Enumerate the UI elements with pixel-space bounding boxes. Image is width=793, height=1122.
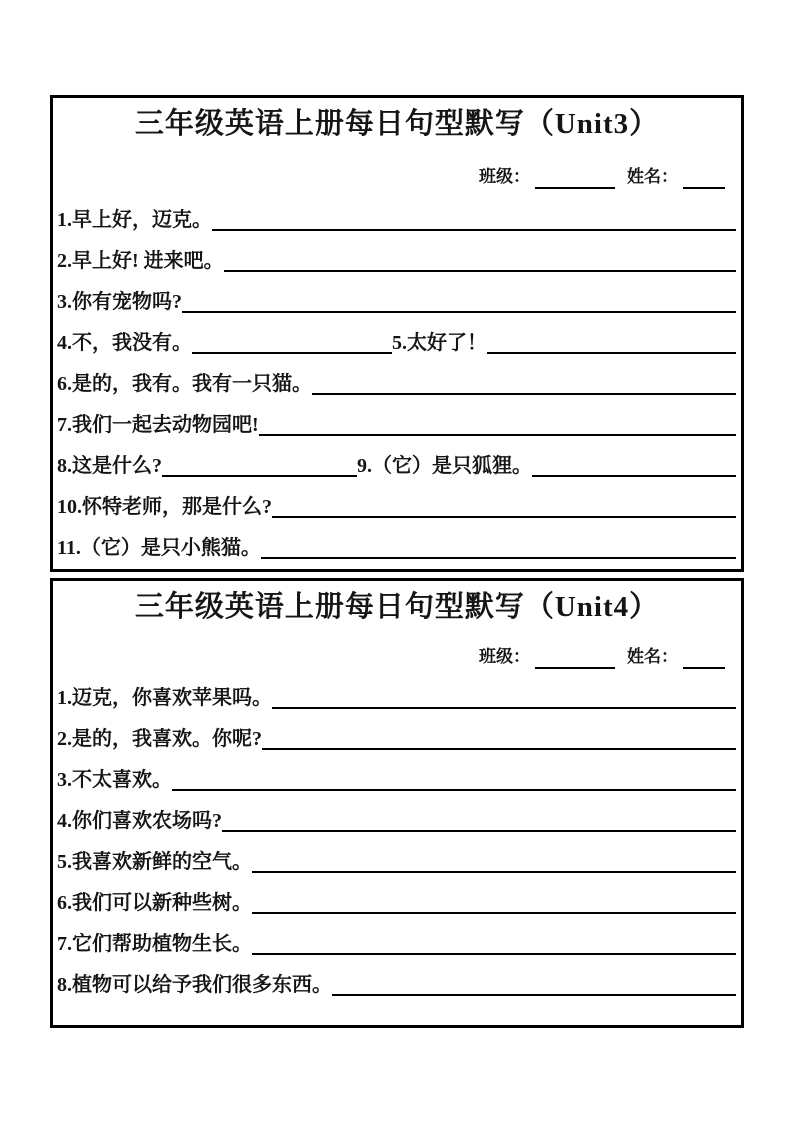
answer-blank-line <box>182 311 736 313</box>
answer-blank-line <box>224 270 736 272</box>
question-text: 8.这是什么? <box>57 455 162 477</box>
question-row <box>53 675 741 716</box>
answer-blank-line <box>261 557 736 559</box>
class-blank-line <box>535 667 615 669</box>
question-text: 8.植物可以给予我们很多东西。 <box>57 974 332 997</box>
class-name-row <box>53 645 741 669</box>
question-row <box>53 197 741 238</box>
question-text: 1.迈克，你喜欢苹果吗。 <box>57 687 272 710</box>
question-row <box>53 921 741 962</box>
answer-blank-line <box>487 352 736 354</box>
answer-blank-line <box>222 830 736 832</box>
class-name-row <box>53 165 741 189</box>
question-text: 2.是的，我喜欢。你呢? <box>57 728 262 751</box>
question-text: 7.它们帮助植物生长。 <box>57 933 252 956</box>
answer-blank-line <box>252 871 736 873</box>
question-row <box>53 238 741 279</box>
answer-blank-line <box>272 516 736 518</box>
question-text: 10.怀特老师，那是什么? <box>57 496 272 518</box>
answer-blank-line <box>532 475 736 477</box>
question-text: 6.是的，我有。我有一只猫。 <box>57 373 312 395</box>
unit4-sheet <box>50 578 744 1028</box>
question-row <box>53 279 741 320</box>
class-label: 班级： <box>479 167 530 186</box>
question-text: 2.早上好! 进来吧。 <box>57 250 224 272</box>
question-text: 3.不太喜欢。 <box>57 769 172 792</box>
answer-blank-line <box>172 789 736 791</box>
name-label: 姓名： <box>627 647 678 667</box>
question-row <box>53 798 741 839</box>
question-text: 3.你有宠物吗? <box>57 291 182 313</box>
question-text: 5.我喜欢新鲜的空气。 <box>57 851 252 874</box>
question-row <box>53 962 741 1003</box>
question-row <box>53 716 741 757</box>
question-text: 4.不，我没有。 <box>57 332 192 354</box>
question-text: 1.早上好，迈克。 <box>57 209 212 231</box>
class-label: 班级： <box>479 647 530 667</box>
question-row <box>53 320 741 361</box>
question-row <box>53 839 741 880</box>
answer-blank-line <box>192 352 392 354</box>
question-text: 6.我们可以新种些树。 <box>57 892 252 915</box>
answer-blank-line <box>252 953 736 955</box>
question-row <box>53 443 741 484</box>
name-blank-line <box>683 187 725 189</box>
answer-blank-line <box>332 994 736 996</box>
question-row <box>53 757 741 798</box>
question-text: 4.你们喜欢农场吗? <box>57 810 222 833</box>
question-text: 5.太好了！ <box>392 332 487 354</box>
question-row <box>53 880 741 921</box>
answer-blank-line <box>312 393 736 395</box>
class-blank-line <box>535 187 615 189</box>
name-blank-line <box>683 667 725 669</box>
question-list <box>53 197 741 566</box>
answer-blank-line <box>262 748 736 750</box>
question-text: 11.（它）是只小熊猫。 <box>57 537 261 559</box>
question-row <box>53 361 741 402</box>
sheet-title: 三年级英语上册每日句型默写（Unit3） <box>134 108 660 140</box>
question-list <box>53 675 741 1003</box>
answer-blank-line <box>212 229 736 231</box>
answer-blank-line <box>252 912 736 914</box>
question-text: 7.我们一起去动物园吧! <box>57 414 259 436</box>
question-row <box>53 402 741 443</box>
answer-blank-line <box>259 434 736 436</box>
question-row <box>53 525 741 566</box>
answer-blank-line <box>162 475 357 477</box>
question-text: 9.（它）是只狐狸。 <box>357 455 532 477</box>
answer-blank-line <box>272 707 736 709</box>
sheet-title: 三年级英语上册每日句型默写（Unit4） <box>134 591 660 623</box>
name-label: 姓名： <box>627 167 678 186</box>
question-row <box>53 484 741 525</box>
unit3-sheet <box>50 95 744 572</box>
